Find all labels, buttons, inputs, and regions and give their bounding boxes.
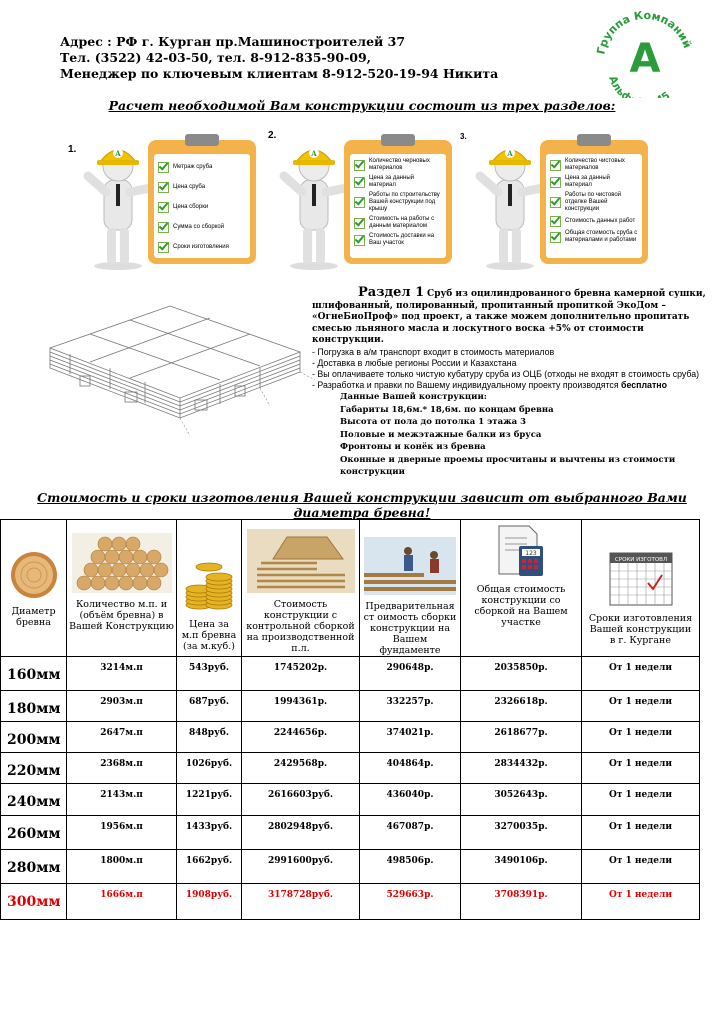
section-1-intro: Раздел 1 Сруб из оцилиндрованного бревна камерной сушки, шлифованный, полированный, пропитанный пропиткой ЭкоДом – «ОгнеБиоПроф» под проект, а также можем дополнительно пропитать смесью льняного масла и лоскутного воска +5% от стоимости конструкции. [312, 285, 706, 345]
table-cell: 1221руб. [177, 784, 242, 816]
checkmark-icon [354, 235, 365, 246]
panel-3 [460, 128, 660, 278]
bullet-item: - Вы оплачиваете только чистую кубатуру сруба из ОЦБ (отходы не входят в стоимость сруба) [312, 368, 700, 379]
table-cell: 1026руб. [177, 753, 242, 784]
diameter-cell: 240мм [1, 784, 67, 816]
header-price: Цена за м.п бревна (за м.куб.) [177, 520, 242, 657]
table-cell: 2244656р. [242, 722, 360, 753]
log-pile-icon [72, 533, 172, 593]
table-cell: От 1 недели [582, 816, 700, 850]
list-item: Сумма со сборкой [158, 222, 246, 233]
diameter-cell: 180мм [1, 691, 67, 722]
clipboard [148, 140, 256, 264]
table-header-row [1, 520, 700, 657]
table-cell: От 1 недели [582, 657, 700, 691]
construction-data-line: Высота от пола до потолка 1 этажа 3 [340, 417, 527, 427]
list-item: Общая стоимость сруба с материалами и работами [550, 230, 638, 244]
bullet-item: - Погрузка в а/м транспорт входит в стоимость материалов [312, 346, 555, 357]
table-cell: 1745202р. [242, 657, 360, 691]
checkmark-icon [550, 177, 561, 188]
checkmark-icon [158, 202, 169, 213]
panel-number: 3. [460, 132, 467, 141]
diameter-cell: 220мм [1, 753, 67, 784]
list-item: Работы по строительству Вашей конструкции под крышу [354, 192, 442, 213]
table-cell: 2903м.п [67, 691, 177, 722]
table-cell: 2834432р. [461, 753, 582, 784]
diameter-cell: 160мм [1, 657, 67, 691]
manager-line: Менеджер по ключевым клиентам 8-912-520-19-94 Никита [60, 66, 499, 81]
table-cell: 404864р. [360, 753, 461, 784]
log-house-frame-icon [247, 529, 355, 593]
table-cell: 3052643р. [461, 784, 582, 816]
construction-data-title: Данные Вашей конструкции: [340, 392, 487, 402]
table-row [1, 850, 700, 884]
table-cell: 332257р. [360, 691, 461, 722]
diameter-cell: 300мм [1, 884, 67, 920]
clipboard [344, 140, 452, 264]
calculator-document-icon [493, 522, 549, 578]
table-cell: 1956м.п [67, 816, 177, 850]
table-row [1, 657, 700, 691]
table-cell: 2616603руб. [242, 784, 360, 816]
header-cost: Стоимость конструкции с контрольной сборкой на производственной п.л. [242, 520, 360, 657]
diameter-cell: 200мм [1, 722, 67, 753]
table-row [1, 722, 700, 753]
table-row [1, 691, 700, 722]
table-cell: 848руб. [177, 722, 242, 753]
helmet-letter: А [507, 149, 513, 158]
worker-figure-icon [276, 132, 354, 272]
table-cell: От 1 недели [582, 691, 700, 722]
checkmark-icon [550, 197, 561, 208]
table-row [1, 816, 700, 850]
table-title: Стоимость и сроки изготовления Вашей конструкции зависит от выбранного Вами диаметра бревна! [37, 490, 687, 520]
table-cell: 687руб. [177, 691, 242, 722]
address-line: Адрес : РФ г. Курган пр.Машиностроителей 37 [60, 34, 406, 49]
table-cell: 3490106р. [461, 850, 582, 884]
calendar-title: СРОКИ ИЗГОТОВЛ [614, 557, 667, 563]
contact-header [60, 34, 498, 82]
table-cell: 2991600руб. [242, 850, 360, 884]
table-cell: 3214м.п [67, 657, 177, 691]
construction-data-line: Оконные и дверные проемы просчитаны и вычтены из стоимости конструкции [340, 454, 676, 477]
logo-bottom-text: Альф 5 [606, 74, 673, 98]
checkmark-icon [354, 197, 365, 208]
table-cell: От 1 недели [582, 784, 700, 816]
table-cell: 3270035р. [461, 816, 582, 850]
company-logo [590, 8, 700, 98]
panel-2 [266, 128, 466, 278]
construction-data-line: Половые и межэтажные балки из бруса [340, 429, 542, 440]
helmet-letter: А [311, 149, 317, 158]
section-1 [312, 287, 712, 391]
diameter-cell: 280мм [1, 850, 67, 884]
coins-icon [181, 557, 237, 613]
checkmark-icon [550, 160, 561, 171]
list-item: Цена за данный материал [550, 175, 638, 189]
list-item: Стоимость данных работ [550, 216, 638, 227]
table-cell: 498506р. [360, 850, 461, 884]
header-diameter: Диаметр бревна [1, 520, 67, 657]
table-row [1, 753, 700, 784]
table-cell: 1800м.п [67, 850, 177, 884]
table-cell: 2802948руб. [242, 816, 360, 850]
panel-number: 2. [268, 130, 277, 141]
checkmark-icon [354, 218, 365, 229]
table-cell: 1908руб. [177, 884, 242, 920]
table-cell: 2368м.п [67, 753, 177, 784]
helmet-letter: А [115, 149, 121, 158]
list-item: Метраж сруба [158, 162, 246, 173]
table-cell: 2035850р. [461, 657, 582, 691]
worker-figure-icon [80, 132, 158, 272]
table-cell: От 1 недели [582, 884, 700, 920]
table-row [1, 784, 700, 816]
list-item: Работы по чистовой отделке Вашей конструкции [550, 192, 638, 213]
clipboard [540, 140, 648, 264]
header-quantity: Количество м.п. и (объём бревна) в Вашей Конструкцию [67, 520, 177, 657]
section-1-heading: Раздел 1 [358, 285, 425, 300]
list-item: Стоимость доставки на Ваш участок [354, 233, 442, 247]
list-item: Цена сруба [158, 182, 246, 193]
list-item: Количество чистовых материалов [550, 158, 638, 172]
log-end-icon [5, 550, 63, 600]
price-table [0, 519, 700, 920]
table-cell: 290648р. [360, 657, 461, 691]
table-cell: 2618677р. [461, 722, 582, 753]
table-cell: 1433руб. [177, 816, 242, 850]
panel-1 [68, 128, 268, 278]
panel-number: 1. [68, 144, 77, 155]
table-cell: От 1 недели [582, 850, 700, 884]
house-blueprint-illustration [30, 288, 320, 448]
checkmark-icon [158, 222, 169, 233]
checkmark-icon [354, 160, 365, 171]
list-item: Сроки изготовления [158, 242, 246, 253]
list-item: Цена за данный материал [354, 175, 442, 189]
list-item: Цена сборки [158, 202, 246, 213]
diameter-cell: 260мм [1, 816, 67, 850]
table-cell: 1662руб. [177, 850, 242, 884]
table-cell: 3708391р. [461, 884, 582, 920]
table-cell: 3178728руб. [242, 884, 360, 920]
construction-data-line: Фронтоны и конёк из бревна [340, 442, 486, 452]
checkmark-icon [158, 182, 169, 193]
table-row [1, 884, 700, 920]
table-cell: 2429568р. [242, 753, 360, 784]
calendar-icon [608, 549, 674, 607]
table-cell: 374021р. [360, 722, 461, 753]
phone-line: Тел. (3522) 42-03-50, тел. 8-912-835-90-09, [60, 50, 371, 65]
construction-data-line: Габариты 18,6м.* 18,6м. по концам бревна [340, 404, 554, 415]
checkmark-icon [550, 232, 561, 243]
checkmark-icon [550, 216, 561, 227]
table-cell: 2647м.п [67, 722, 177, 753]
table-cell: 436040р. [360, 784, 461, 816]
list-item: Стоимость на работы с данным материалом [354, 216, 442, 230]
table-cell: 1994361р. [242, 691, 360, 722]
workers-assembly-icon [364, 537, 456, 595]
table-cell: 2143м.п [67, 784, 177, 816]
table-cell: От 1 недели [582, 753, 700, 784]
checkmark-icon [158, 162, 169, 173]
logo-top-text: Группа Компаний [594, 8, 694, 56]
table-cell: От 1 недели [582, 722, 700, 753]
checkmark-icon [354, 177, 365, 188]
table-cell: 529663р. [360, 884, 461, 920]
table-cell: 543руб. [177, 657, 242, 691]
calculator-display: 123 [525, 550, 537, 557]
header-total: 123 Общая стоимость конструкции со сборкой на Вашем участке [461, 520, 582, 657]
intro-title: Расчет необходимой Вам конструкции состоит из трех разделов: [108, 98, 616, 113]
header-assembly: Предварительная ст оимость сборки конструкции на Вашем фундаменте [360, 520, 461, 657]
bullet-item: - Доставка в любые регионы России и Казахстана [312, 357, 517, 368]
worker-figure-icon [472, 132, 550, 272]
logo-letter: А [629, 36, 661, 82]
construction-data [340, 391, 724, 479]
table-cell: 2326618р. [461, 691, 582, 722]
table-cell: 467087р. [360, 816, 461, 850]
header-terms: СРОКИ ИЗГОТОВЛ Сроки изготовления Вашей конструкции в г. Кургане [582, 520, 700, 657]
list-item: Количество черновых материалов [354, 158, 442, 172]
checkmark-icon [158, 242, 169, 253]
bullet-item: - Разработка и правки по Вашему индивидуальному проекту производятся бесплатно [312, 379, 667, 390]
table-cell: 1666м.п [67, 884, 177, 920]
